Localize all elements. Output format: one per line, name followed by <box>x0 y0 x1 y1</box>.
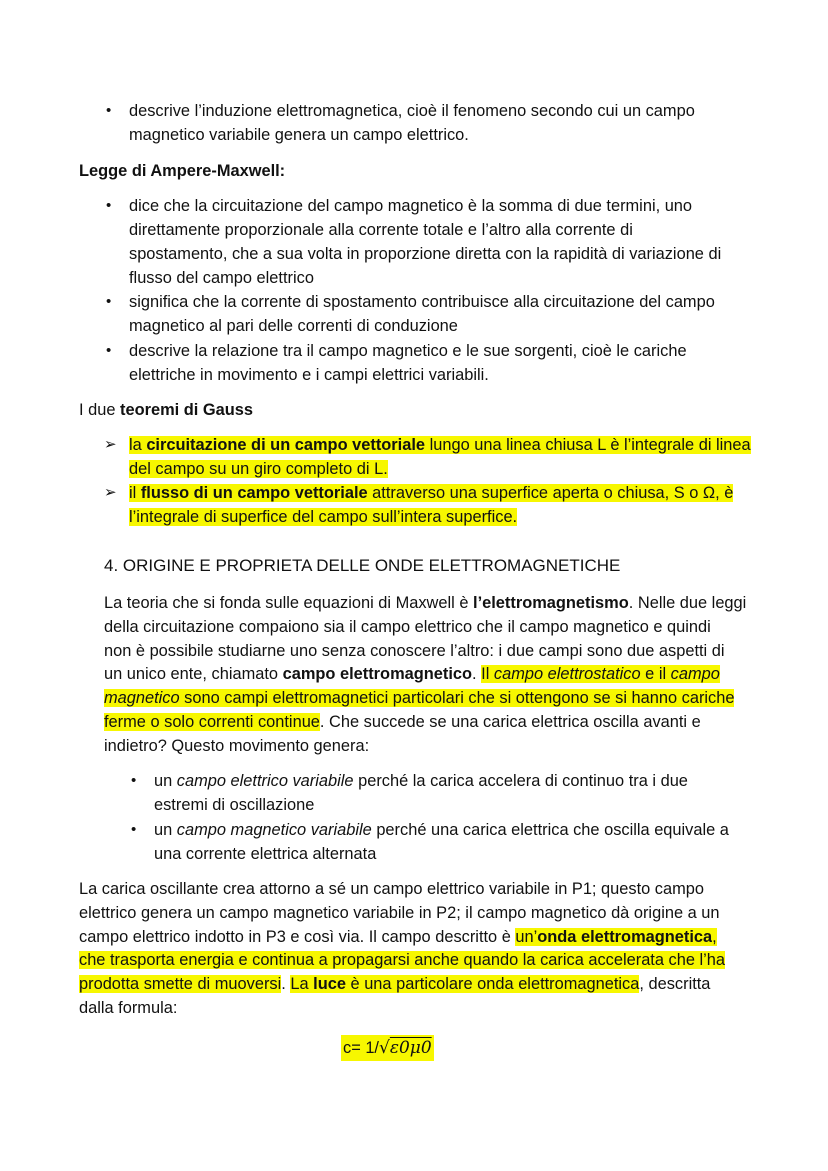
s4-text: un <box>154 821 177 839</box>
gauss-intro-text: I due <box>79 401 121 419</box>
gauss-a2-line2-text: l’integrale di superfice del campo sull’intera superfice. <box>129 508 518 526</box>
closing-text: campo elettrico indotto in P3 e così via. Il campo descritto è <box>79 928 516 946</box>
ampere-maxwell-heading: Legge di Ampere-Maxwell: <box>79 162 286 180</box>
closing-line-4 <box>79 948 725 972</box>
closing-line-1: La carica oscillante crea attorno a sé un campo elettrico variabile in P1; questo campo <box>79 880 705 898</box>
s4-p1-line-6 <box>104 710 701 734</box>
s4-p1-line-1 <box>104 591 746 615</box>
s4-text: perché una carica elettrica che oscilla equivale a <box>371 821 729 839</box>
s4-italic: campo magnetico variabile <box>176 821 372 839</box>
closing-line-5 <box>79 972 710 996</box>
formula-prefix: c= 1/ <box>343 1039 379 1057</box>
closing-hl: prodotta smette di muoversi <box>79 975 282 993</box>
s4-hl: Il <box>481 665 494 683</box>
s4-text: La teoria che si fonda sulle equazioni di Maxwell è <box>104 594 474 612</box>
ampere-bullet-1-line-2: direttamente proporzionale alla corrente totale e l’altro alla corrente di <box>129 221 633 239</box>
s4-hl-italic: magnetico <box>104 689 180 707</box>
ampere-bullet-1-line-1: dice che la circuitazione del campo magnetico è la somma di due termini, uno <box>129 197 693 215</box>
s4-hl-italic: campo <box>670 665 720 683</box>
s4-p1-line-7: indietro? Questo movimento genera: <box>104 737 370 755</box>
ampere-bullet-3-line-2: elettriche in movimento e i campi elettrici variabili. <box>129 366 489 384</box>
s4-p1-line-5 <box>104 686 734 710</box>
bullet-marker: • <box>106 293 112 310</box>
closing-hl: un’ <box>515 928 538 946</box>
s4-text: un unico ente, chiamato <box>104 665 283 683</box>
s4-p1-line-2: della circuitazione compaiono sia il campo elettrico che il campo magnetico e quindi <box>104 618 711 636</box>
s4-text: . Nelle due leggi <box>628 594 747 612</box>
gauss-a1-post: lungo una linea chiusa L è l’integrale di linea <box>425 436 751 454</box>
bullet-marker: • <box>106 102 112 119</box>
s4-text: un <box>154 772 177 790</box>
light-speed-formula <box>341 1035 434 1061</box>
gauss-arrow-1-line-2 <box>129 457 388 481</box>
faraday-bullet-line-2: magnetico variabile genera un campo elettrico. <box>129 126 469 144</box>
s4-bullet-1-line-1 <box>154 769 688 793</box>
s4-italic: campo elettrico variabile <box>176 772 354 790</box>
s4-text: perché la carica accelera di continuo tra i due <box>353 772 688 790</box>
ampere-bullet-3-line-1: descrive la relazione tra il campo magnetico e le sue sorgenti, cioè le cariche <box>129 342 687 360</box>
s4-bold: l’elettromagnetismo <box>473 594 629 612</box>
ampere-bullet-1-line-4: flusso del campo elettrico <box>129 269 314 287</box>
s4-p1-line-4 <box>104 662 720 686</box>
closing-hl: , <box>712 928 717 946</box>
gauss-intro-bold: teoremi di Gauss <box>120 401 254 419</box>
section-4-title: 4. ORIGINE E PROPRIETA DELLE ONDE ELETTROMAGNETICHE <box>104 556 621 575</box>
closing-line-6: dalla formula: <box>79 999 178 1017</box>
gauss-a1-line2-text: del campo su un giro completo di L. <box>129 460 388 478</box>
s4-hl-italic: campo elettrostatico <box>493 665 641 683</box>
ampere-bullet-2-line-2: magnetico al pari delle correnti di conduzione <box>129 317 458 335</box>
ampere-bullet-1-line-3: spostamento, che a sua volta in proporzione diretta con la rapidità di variazione di <box>129 245 722 263</box>
gauss-a2-pre: il <box>129 484 141 502</box>
closing-text: . <box>281 975 291 993</box>
closing-hl-bold: onda elettromagnetica <box>537 928 713 946</box>
closing-text: , descritta <box>639 975 711 993</box>
gauss-intro <box>79 398 253 422</box>
closing-line-2: elettrico genera un campo magnetico variabile in P2; il campo magnetico dà origine a un <box>79 904 720 922</box>
bullet-marker: • <box>131 821 137 838</box>
arrow-bullet-icon: ➢ <box>104 484 117 501</box>
gauss-arrow-2-line-1 <box>129 481 733 505</box>
arrow-bullet-icon: ➢ <box>104 436 117 453</box>
gauss-a1-pre: la <box>129 436 147 454</box>
gauss-a1-bold: circuitazione di un campo vettoriale <box>146 436 426 454</box>
s4-text: . <box>472 665 482 683</box>
formula-radicand: ε0μ0 <box>389 1038 432 1058</box>
s4-hl: sono campi elettromagnetici particolari che si ottengono se si hanno cariche <box>179 689 735 707</box>
gauss-arrow-1-line-1 <box>129 433 751 457</box>
sqrt-icon: √ <box>379 1038 390 1058</box>
s4-bullet-2-line-2: una corrente elettrica alternata <box>154 845 377 863</box>
gauss-arrow-2-line-2 <box>129 505 517 529</box>
gauss-a2-post: attraverso una superfice aperta o chiusa, S o Ω, è <box>367 484 734 502</box>
gauss-a2-bold: flusso di un campo vettoriale <box>140 484 368 502</box>
s4-bullet-2-line-1 <box>154 818 729 842</box>
bullet-marker: • <box>131 772 137 789</box>
s4-p1-line-3: non è possibile studiarne uno senza conoscere l’altro: i due campi sono due aspetti di <box>104 642 725 660</box>
ampere-bullet-2-line-1: significa che la corrente di spostamento contribuisce alla circuitazione del campo <box>129 293 715 311</box>
s4-hl: ferme o solo correnti continue <box>104 713 320 731</box>
closing-line-3 <box>79 925 717 949</box>
closing-hl: che trasporta energia e continua a propagarsi anche quando la carica accelerata che l’ha <box>79 951 726 969</box>
s4-text: . Che succede se una carica elettrica oscilla avanti e <box>319 713 701 731</box>
faraday-bullet-line-1: descrive l’induzione elettromagnetica, cioè il fenomeno secondo cui un campo <box>129 102 695 120</box>
closing-hl: è una particolare onda elettromagnetica <box>345 975 640 993</box>
closing-hl: La <box>290 975 314 993</box>
closing-hl-bold: luce <box>313 975 346 993</box>
s4-bold: campo elettromagnetico <box>282 665 473 683</box>
s4-hl: e il <box>640 665 671 683</box>
s4-bullet-1-line-2: estremi di oscillazione <box>154 796 315 814</box>
bullet-marker: • <box>106 342 112 359</box>
bullet-marker: • <box>106 197 112 214</box>
